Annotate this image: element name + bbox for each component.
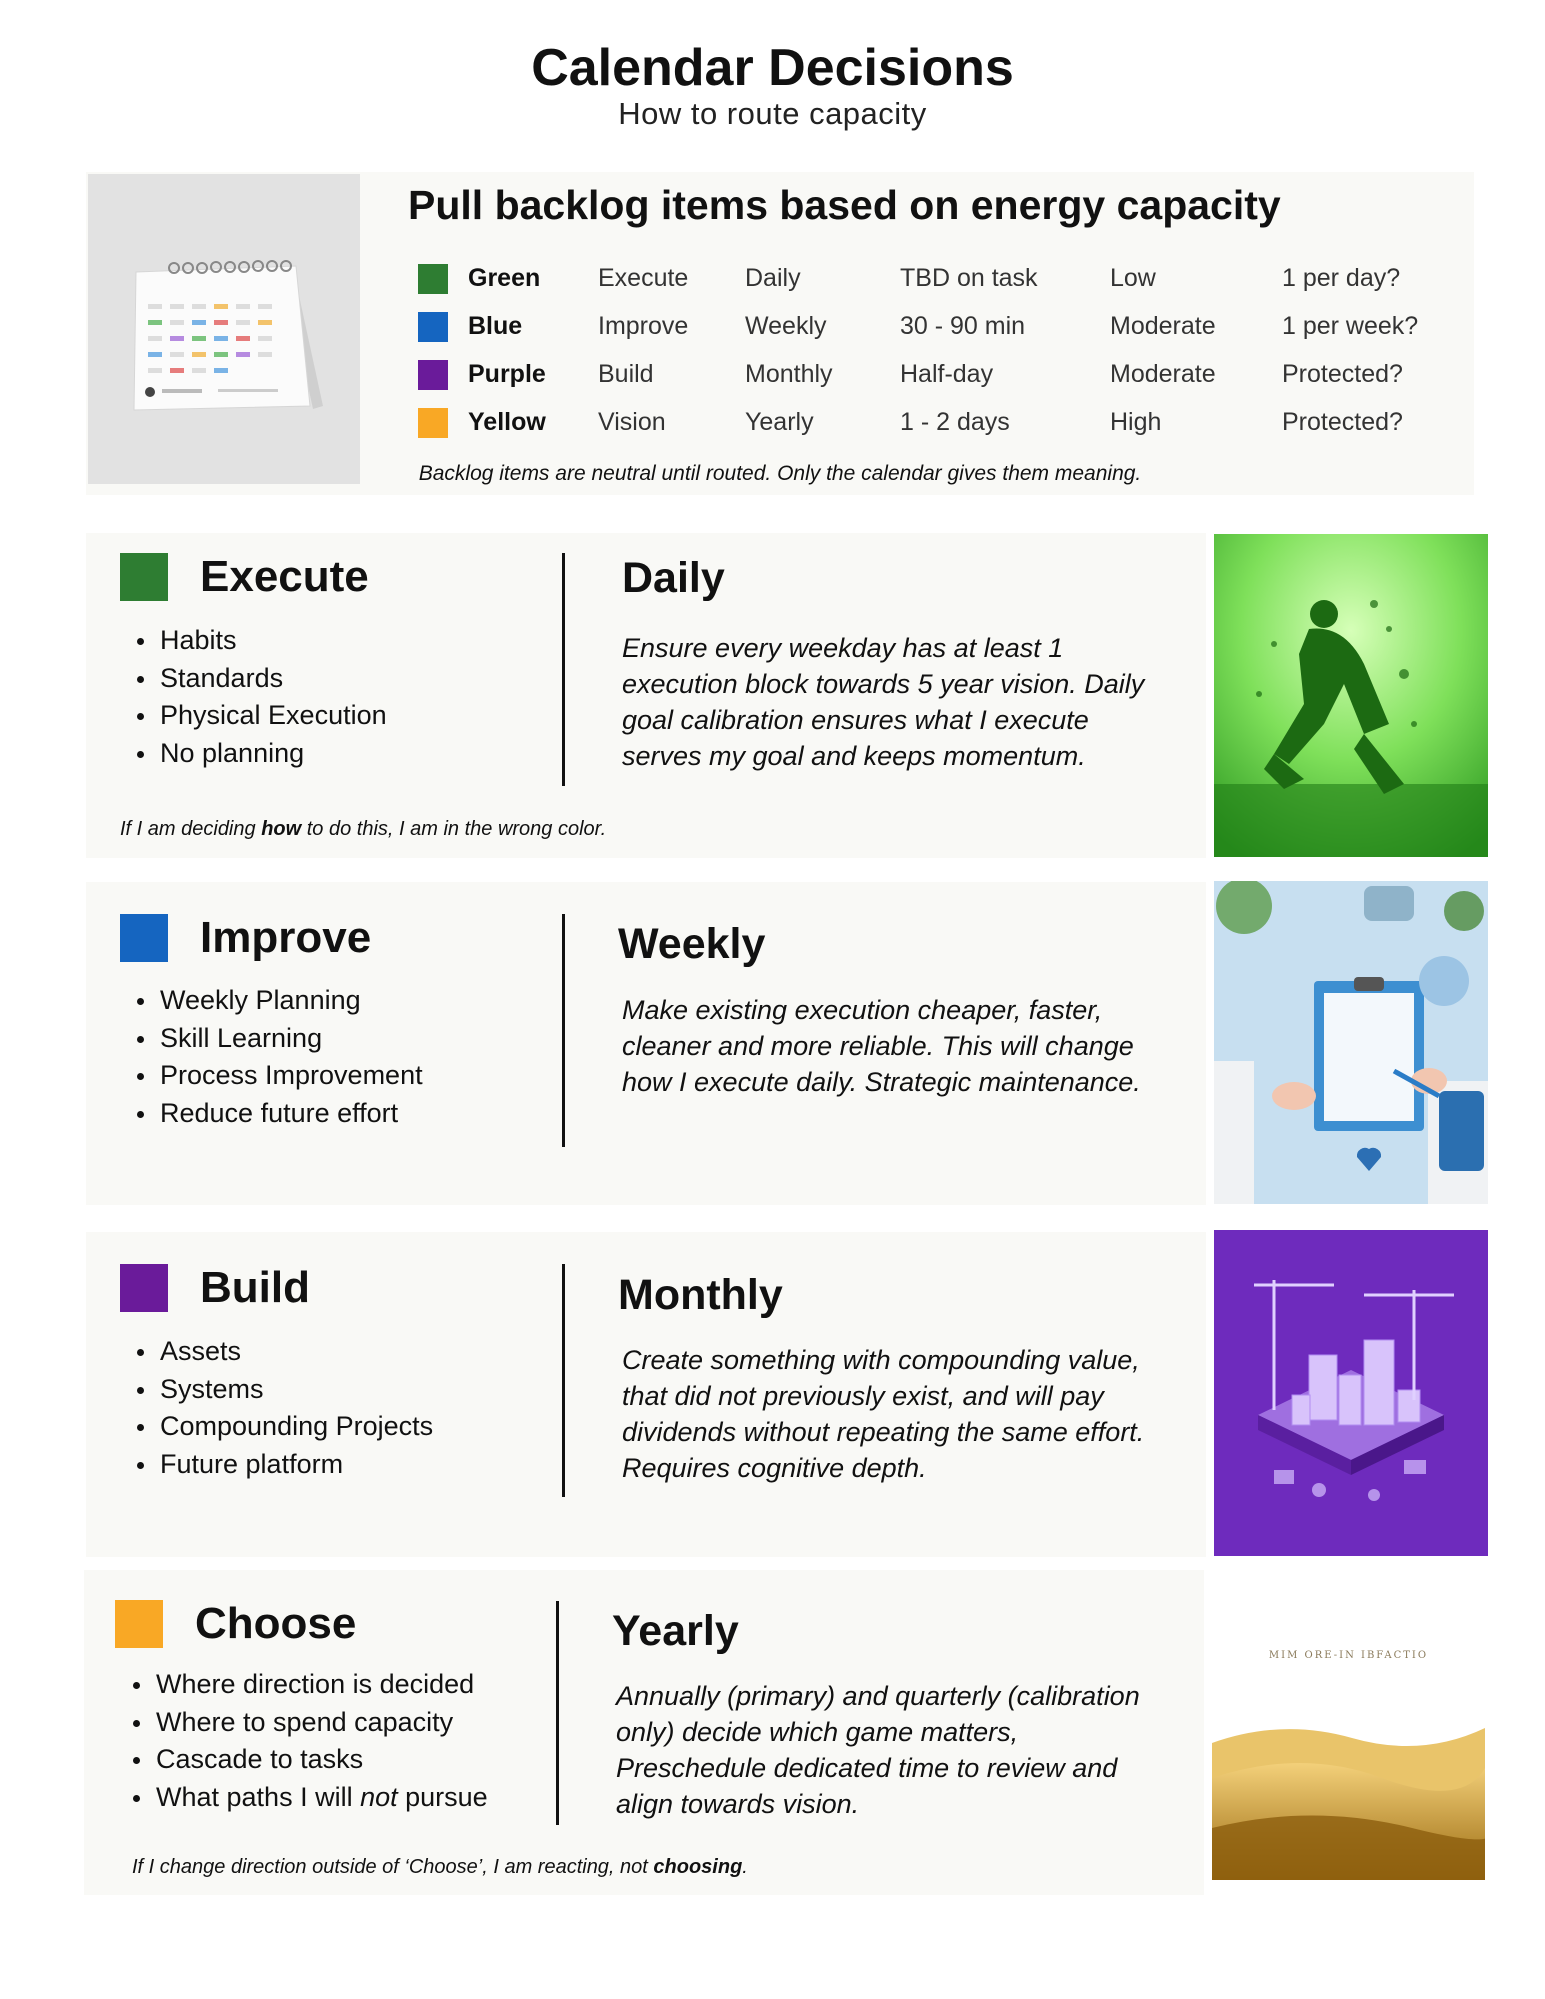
section-frequency: Daily bbox=[622, 554, 725, 602]
image-caption: MIM ORE-IN IBFACTIO bbox=[1268, 1650, 1429, 1661]
blue-swatch bbox=[120, 914, 168, 962]
list-item: Skill Learning bbox=[130, 1020, 423, 1058]
section-description: Create something with compounding value, that did not previously exist, and will pay dividends without repeating the same effort. Requires cognitive depth. bbox=[622, 1345, 1145, 1483]
section-description: Make existing execution cheaper, faster, cleaner and more reliable. This will change how I execute daily. Strategic maintenance. bbox=[622, 995, 1141, 1097]
planning-desk-image bbox=[1214, 881, 1488, 1204]
mode: Improve bbox=[598, 312, 689, 340]
color-name: Blue bbox=[468, 312, 523, 340]
energy: Low bbox=[1110, 264, 1156, 292]
list-item: Habits bbox=[130, 622, 387, 660]
improve-list bbox=[130, 982, 423, 1132]
list-item: Assets bbox=[130, 1333, 433, 1371]
frequency: Protected? bbox=[1282, 408, 1403, 436]
section-frequency: Weekly bbox=[618, 920, 766, 968]
divider bbox=[562, 914, 565, 1147]
list-item: Reduce future effort bbox=[130, 1095, 423, 1133]
build-list bbox=[130, 1333, 433, 1483]
list-item: What paths I will not pursue bbox=[126, 1779, 488, 1817]
frequency: 1 per week? bbox=[1282, 312, 1419, 340]
yellow-swatch bbox=[418, 408, 448, 438]
cadence: Weekly bbox=[745, 312, 827, 340]
energy: High bbox=[1110, 408, 1162, 436]
cadence: Daily bbox=[745, 264, 801, 292]
legend-title: Pull backlog items based on energy capacity bbox=[408, 182, 1281, 228]
green-swatch bbox=[120, 553, 168, 601]
section-note: If I change direction outside of ‘Choose’, I am reacting, not choosing. bbox=[132, 1856, 748, 1878]
page-title: Calendar Decisions bbox=[531, 39, 1014, 97]
list-item: Where direction is decided bbox=[126, 1666, 488, 1704]
list-item: Compounding Projects bbox=[130, 1408, 433, 1446]
energy: Moderate bbox=[1110, 312, 1216, 340]
duration: TBD on task bbox=[900, 264, 1038, 292]
frequency: Protected? bbox=[1282, 360, 1403, 388]
cadence: Yearly bbox=[745, 408, 814, 436]
mode: Build bbox=[598, 360, 654, 388]
legend-row-blue bbox=[0, 306, 1545, 346]
color-name: Yellow bbox=[468, 408, 546, 436]
section-title: Execute bbox=[200, 552, 369, 601]
color-name: Green bbox=[468, 264, 541, 292]
list-item: Physical Execution bbox=[130, 697, 387, 735]
section-note: If I am deciding how to do this, I am in the wrong color. bbox=[120, 818, 607, 840]
divider bbox=[556, 1601, 559, 1825]
divider bbox=[562, 553, 565, 786]
section-title: Improve bbox=[200, 913, 372, 962]
duration: 1 - 2 days bbox=[900, 408, 1010, 436]
list-item: Where to spend capacity bbox=[126, 1704, 488, 1742]
choose-list bbox=[126, 1666, 488, 1816]
list-item: Standards bbox=[130, 660, 387, 698]
color-name: Purple bbox=[468, 360, 546, 388]
section-description: Annually (primary) and quarterly (calibration only) decide which game matters, Preschedule dedicated time to review and align towards vision. bbox=[616, 1681, 1140, 1819]
legend-note: Backlog items are neutral until routed. Only the calendar gives them meaning. bbox=[418, 462, 1142, 485]
mode: Vision bbox=[598, 408, 666, 436]
divider bbox=[562, 1264, 565, 1497]
page-subtitle: How to route capacity bbox=[618, 96, 927, 131]
frequency: 1 per day? bbox=[1282, 264, 1401, 292]
blue-swatch bbox=[418, 312, 448, 342]
yellow-swatch bbox=[115, 1600, 163, 1648]
purple-swatch bbox=[418, 360, 448, 390]
list-item: Weekly Planning bbox=[130, 982, 423, 1020]
cadence: Monthly bbox=[745, 360, 833, 388]
list-item: Cascade to tasks bbox=[126, 1741, 488, 1779]
legend-row-purple bbox=[0, 354, 1545, 394]
energy: Moderate bbox=[1110, 360, 1216, 388]
list-item: Process Improvement bbox=[130, 1057, 423, 1095]
legend-row-green bbox=[0, 258, 1545, 298]
list-item: No planning bbox=[130, 735, 387, 773]
green-swatch bbox=[418, 264, 448, 294]
green-worker-image bbox=[1214, 534, 1488, 857]
section-title: Build bbox=[200, 1263, 310, 1312]
list-item: Future platform bbox=[130, 1446, 433, 1484]
mode: Execute bbox=[598, 264, 689, 292]
section-frequency: Yearly bbox=[612, 1607, 739, 1655]
section-description: Ensure every weekday has at least 1 execution block towards 5 year vision. Daily goal calibration ensures what I execute serves my goal and keeps momentum. bbox=[622, 633, 1145, 771]
list-item: Systems bbox=[130, 1371, 433, 1409]
purple-swatch bbox=[120, 1264, 168, 1312]
execute-list bbox=[130, 622, 387, 772]
legend-row-yellow bbox=[0, 402, 1545, 442]
section-frequency: Monthly bbox=[618, 1271, 783, 1319]
section-title: Choose bbox=[195, 1599, 357, 1648]
duration: Half-day bbox=[900, 360, 994, 388]
duration: 30 - 90 min bbox=[900, 312, 1026, 340]
golden-hills-image bbox=[1212, 1578, 1485, 1880]
isometric-city-image bbox=[1214, 1230, 1488, 1556]
